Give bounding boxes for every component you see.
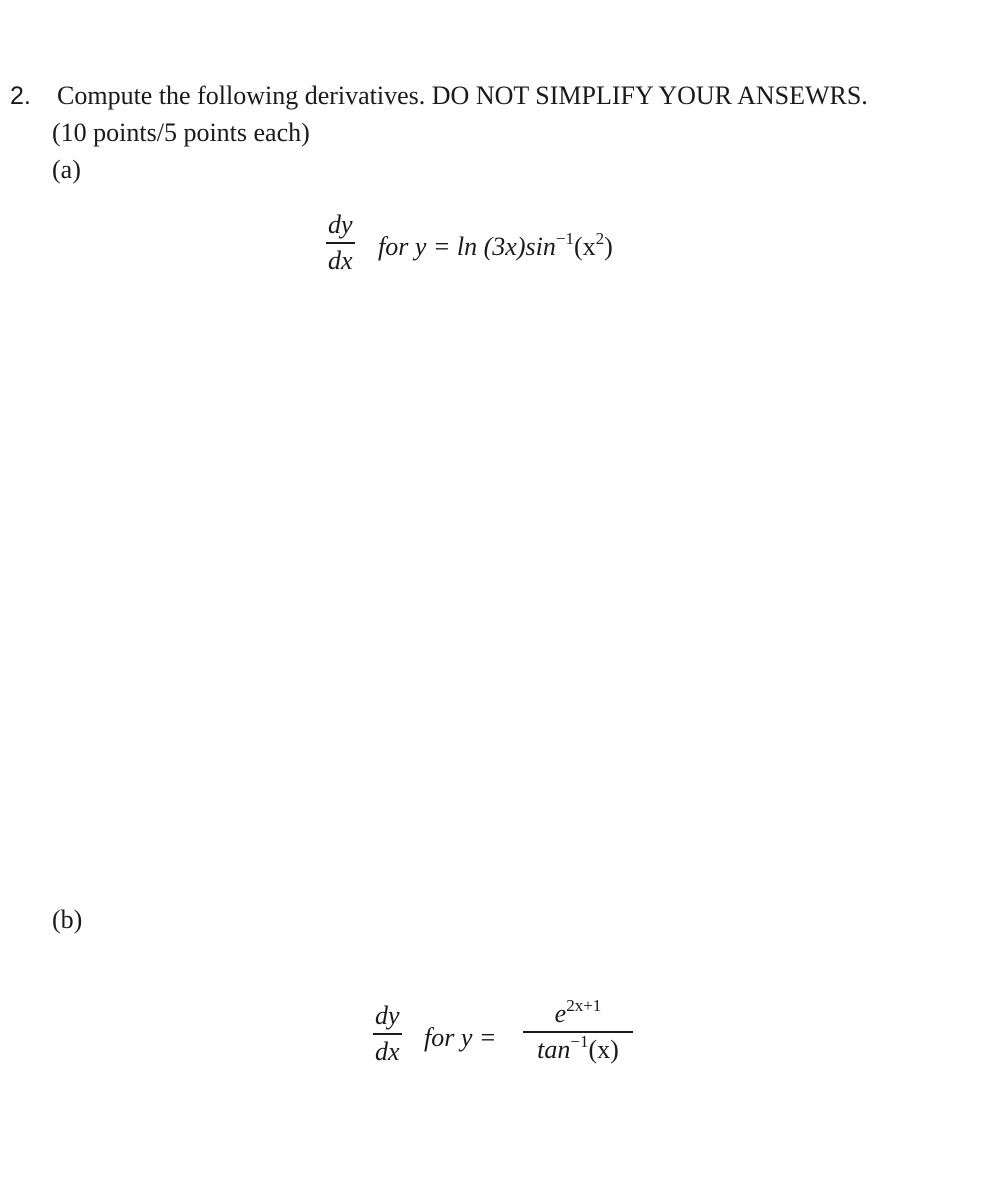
part-b-denominator-exponent: −1: [570, 1031, 589, 1051]
part-b-derivative-numerator: dy: [375, 1001, 400, 1030]
part-a-derivative-denominator: dx: [328, 245, 353, 275]
part-b-derivative-bar: [373, 1033, 402, 1035]
part-a-expression-prefix: for y = ln (3x)sin: [378, 232, 556, 261]
part-b-derivative-denominator: dx: [375, 1036, 400, 1066]
part-a-inverse-exponent: −1: [555, 229, 574, 248]
part-b-function-fraction: [523, 996, 633, 1064]
part-b-numerator-exponent: 2x+1: [566, 996, 602, 1015]
question-points: (10 points/5 points each): [52, 118, 310, 147]
part-b-numerator-base: e: [554, 999, 567, 1028]
part-b-denominator-arg: (x): [588, 1034, 619, 1064]
part-b-function-numerator: [553, 996, 604, 1028]
part-a-arg-open: (x: [573, 232, 596, 261]
part-b-for-y-equals: [424, 1023, 496, 1053]
part-a-function-expression: [378, 229, 613, 262]
part-a-derivative-numerator: dy: [328, 210, 353, 239]
part-b-derivative-fraction: [373, 1002, 402, 1066]
part-b-label: (b): [52, 905, 83, 934]
part-b-function-denominator: [535, 1031, 621, 1064]
question-instruction: Compute the following derivatives. DO NOT SIMPLIFY YOUR ANSEWRS.: [57, 81, 868, 110]
part-a-label: (a): [52, 155, 81, 184]
part-a-fraction-bar: [326, 242, 355, 244]
part-a-arg-close: ): [604, 232, 613, 261]
question-number: 2.: [10, 82, 31, 110]
part-b-expression-prefix: for y =: [424, 1023, 497, 1052]
part-a-arg-exponent: 2: [595, 229, 605, 248]
part-b-denominator-base: tan: [537, 1034, 571, 1064]
part-a-derivative-fraction: [326, 211, 355, 275]
